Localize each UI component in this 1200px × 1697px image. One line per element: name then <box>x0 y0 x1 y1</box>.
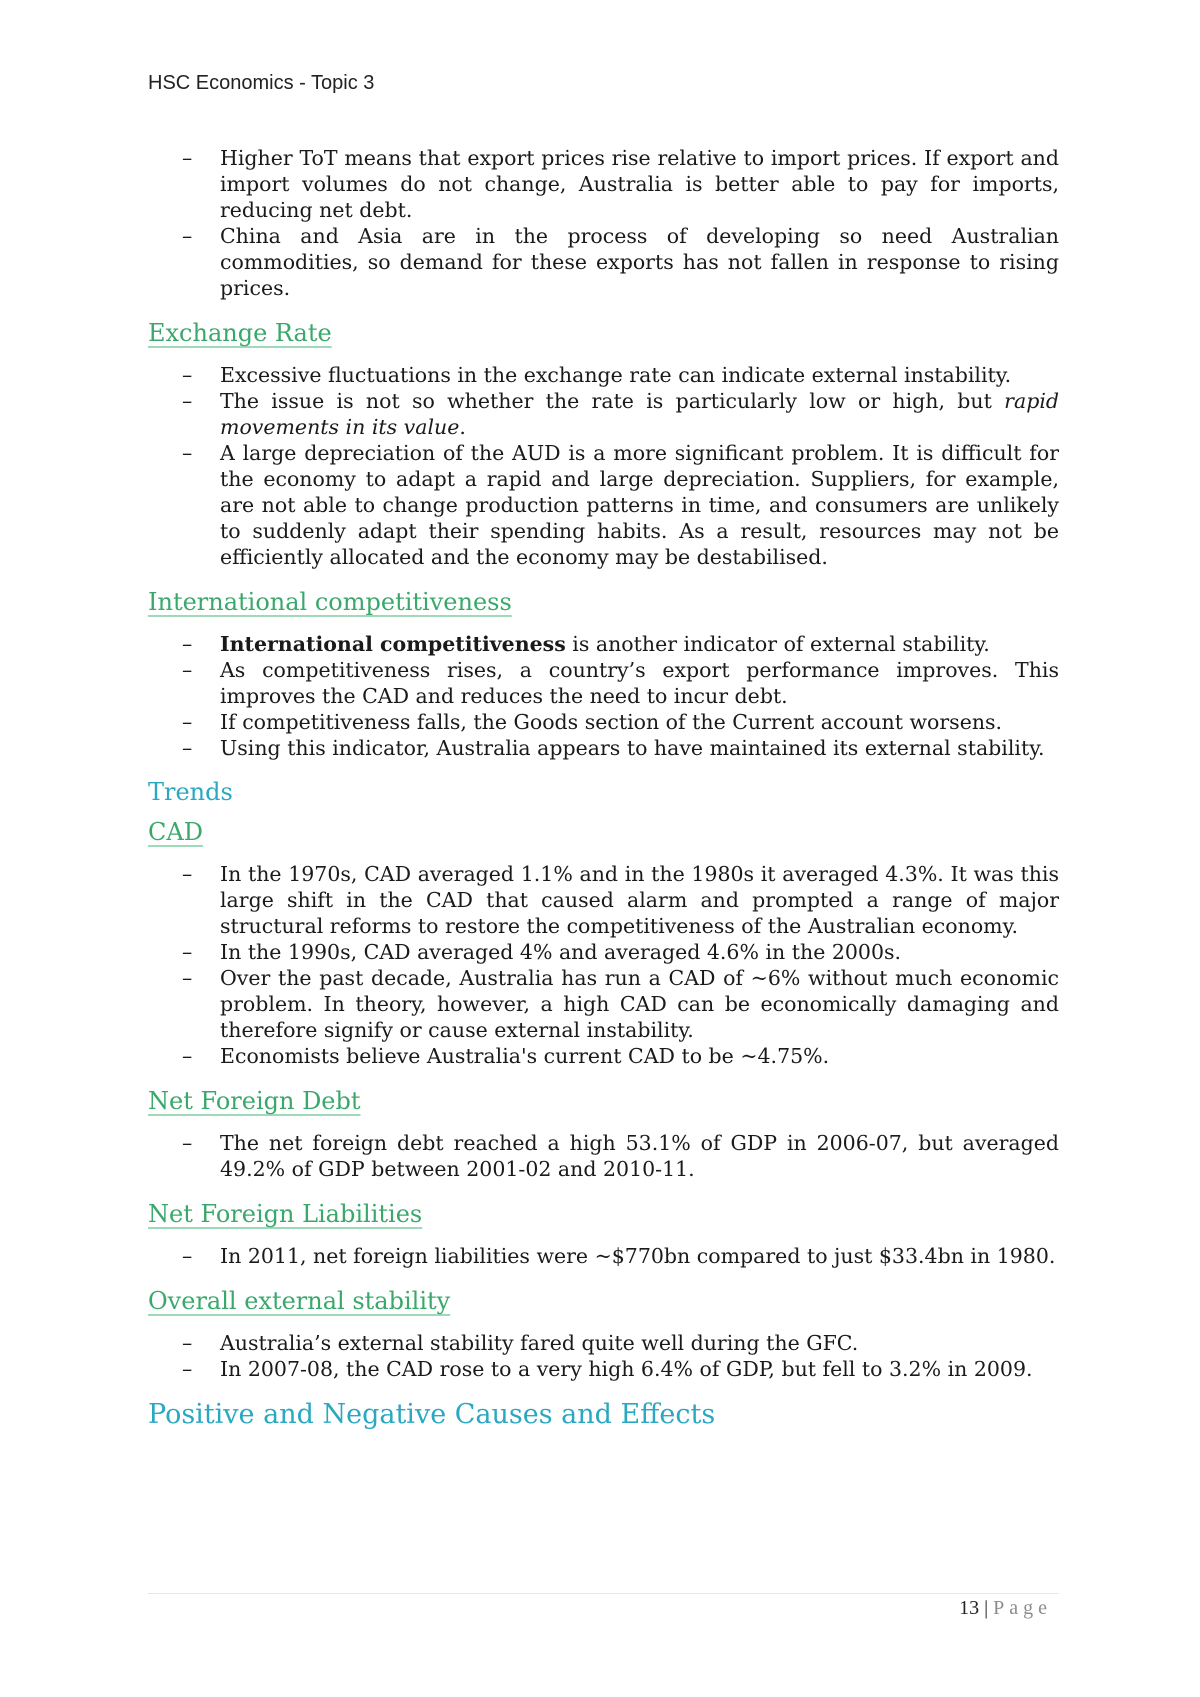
net-foreign-liabilities-list <box>148 1243 1059 1269</box>
page-content <box>148 145 1059 1432</box>
footer-divider <box>148 1593 1059 1594</box>
list-item <box>148 631 1059 657</box>
list-item <box>148 388 1059 440</box>
heading-net-foreign-liabilities: Net Foreign Liabilities <box>148 1200 423 1228</box>
emphasis-text: rapid movements in its value <box>220 389 1059 439</box>
competitiveness-list <box>148 631 1059 761</box>
text-span: . <box>459 415 466 439</box>
list-item: – Economists believe Australia's current CAD to be ~4.75%. <box>148 1043 1059 1069</box>
page-footer <box>959 1597 1052 1620</box>
intro-list <box>148 145 1059 301</box>
list-item: – In 2007-08, the CAD rose to a very high 6.4% of GDP, but fell to 3.2% in 2009. <box>148 1356 1059 1382</box>
list-item: – In the 1970s, CAD averaged 1.1% and in the 1980s it averaged 4.3%. It was this large shift in the CAD that caused alarm and prompted a range of major structural reforms to restore the competitiveness of the Australian economy. <box>148 861 1059 939</box>
list-item: – The net foreign debt reached a high 53.1% of GDP in 2006-07, but averaged 49.2% of GDP between 2001-02 and 2010-11. <box>148 1130 1059 1182</box>
list-item: – If competitiveness falls, the Goods section of the Current account worsens. <box>148 709 1059 735</box>
page-number: 13 <box>959 1597 980 1619</box>
list-item: – A large depreciation of the AUD is a more significant problem. It is difficult for the economy to adapt a rapid and large depreciation. Suppliers, for example, are not able to change production patterns in time, and consumers are unlikely to suddenly adapt their spending habits. As a result, resources may not be efficiently allocated and the economy may be destabilised. <box>148 440 1059 570</box>
list-item: – In 2011, net foreign liabilities were ~$770bn compared to just $33.4bn in 1980. <box>148 1243 1059 1269</box>
heading-cad: CAD <box>148 818 203 846</box>
heading-causes-effects: Positive and Negative Causes and Effects <box>148 1399 716 1430</box>
list-item: – In the 1990s, CAD averaged 4% and averaged 4.6% in the 2000s. <box>148 939 1059 965</box>
net-foreign-debt-list <box>148 1130 1059 1182</box>
heading-international-competitiveness: International competitiveness <box>148 588 512 616</box>
list-item: – Australia’s external stability fared quite well during the GFC. <box>148 1330 1059 1356</box>
bold-term: International competitiveness <box>220 632 566 656</box>
text-span: is another indicator of external stability. <box>565 632 990 656</box>
list-item: – As competitiveness rises, a country’s export performance improves. This improves the CAD and reduces the need to incur debt. <box>148 657 1059 709</box>
footer-separator: | <box>984 1597 989 1619</box>
page-label: Page <box>993 1597 1052 1619</box>
list-item: – Using this indicator, Australia appears to have maintained its external stability. <box>148 735 1059 761</box>
overall-list <box>148 1330 1059 1382</box>
heading-exchange-rate: Exchange Rate <box>148 319 332 347</box>
list-item: – Higher ToT means that export prices rise relative to import prices. If export and import volumes do not change, Australia is better able to pay for imports, reducing net debt. <box>148 145 1059 223</box>
heading-trends: Trends <box>148 778 233 806</box>
cad-list <box>148 861 1059 1069</box>
heading-overall-external-stability: Overall external stability <box>148 1287 451 1315</box>
list-item: – China and Asia are in the process of developing so need Australian commodities, so demand for these exports has not fallen in response to rising prices. <box>148 223 1059 301</box>
heading-net-foreign-debt: Net Foreign Debt <box>148 1087 361 1115</box>
exchange-rate-list <box>148 362 1059 570</box>
list-item: – Over the past decade, Australia has run a CAD of ~6% without much economic problem. In theory, however, a high CAD can be economically damaging and therefore signify or cause external instability. <box>148 965 1059 1043</box>
text-span: The issue is not so whether the rate is particularly low or high, but <box>220 389 1005 413</box>
page-header: HSC Economics - Topic 3 <box>148 72 375 94</box>
list-item: – Excessive fluctuations in the exchange rate can indicate external instability. <box>148 362 1059 388</box>
